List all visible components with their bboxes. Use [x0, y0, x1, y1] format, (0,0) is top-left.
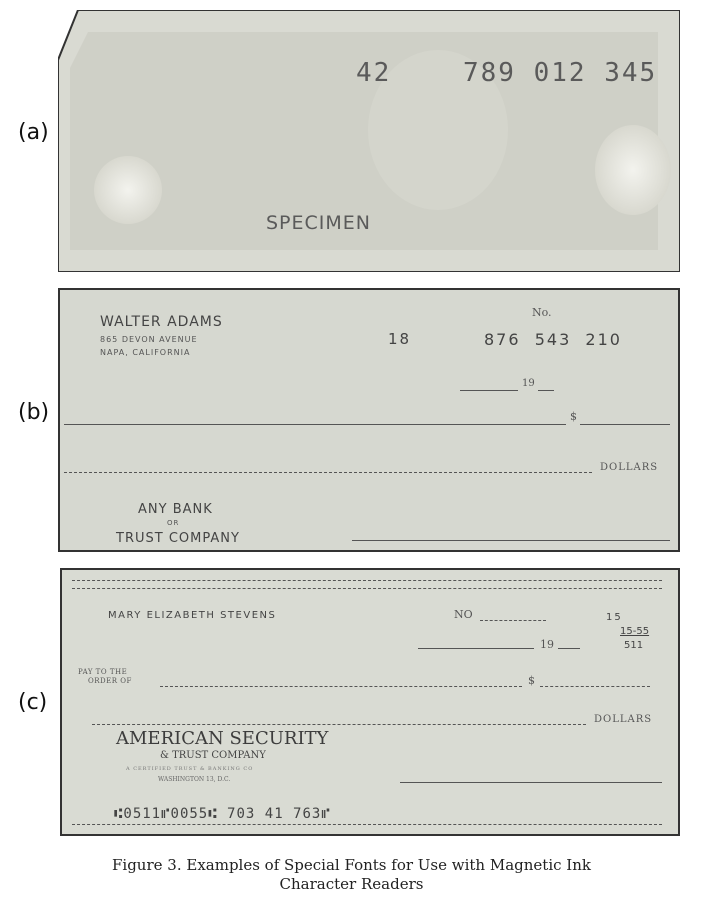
check-c-routing-top: 15-55 — [620, 626, 650, 637]
check-c-date-line — [418, 648, 534, 649]
check-b-name: WALTER ADAMS — [100, 314, 223, 330]
check-c-routing-bottom: 511 — [624, 640, 644, 651]
check-b-amount-line — [580, 424, 670, 425]
check-c-date-line-2 — [558, 648, 580, 649]
check-c-pay-to-line2: ORDER OF — [88, 677, 132, 685]
check-c-signature-line — [400, 782, 662, 783]
figure-caption-line1: Figure 3. Examples of Special Fonts for Use with Magnetic Ink — [112, 856, 591, 874]
check-b-code1: 18 — [388, 330, 412, 348]
check-c-bank-line1: AMERICAN SECURITY — [116, 728, 329, 749]
right-seal — [595, 125, 671, 215]
check-b-bank-line3: TRUST COMPANY — [116, 531, 240, 546]
check-c — [60, 568, 680, 836]
check-b-signature-line — [352, 540, 670, 541]
check-c-no-line — [480, 620, 546, 621]
check-a — [58, 10, 680, 272]
check-b-dollars-line — [64, 472, 592, 473]
check-b-code2: 876 543 210 — [484, 330, 622, 349]
check-c-bank-small: A CERTIFIED TRUST & BANKING CO — [126, 766, 254, 772]
check-b-bank-line2: OR — [167, 519, 180, 527]
check-c-border-bottom — [72, 824, 662, 825]
check-b-city: NAPA, CALIFORNIA — [100, 348, 191, 357]
check-a-code2: 789 012 345 — [463, 58, 658, 88]
check-b-dollar-sign: $ — [570, 410, 577, 423]
check-a-code1: 42 — [356, 58, 392, 88]
check-c-name: MARY ELIZABETH STEVENS — [108, 610, 277, 621]
check-c-border-top2 — [72, 588, 662, 589]
check-c-bank-city: WASHINGTON 13, D.C. — [158, 776, 231, 783]
check-c-dollars: DOLLARS — [594, 714, 653, 725]
check-c-border-top — [72, 580, 662, 581]
check-c-number: 15 — [606, 612, 623, 623]
check-b-date-line-2 — [538, 390, 554, 391]
check-c-micr: ⑆0511⑈0055⑆ 703 41 763⑈ — [114, 806, 331, 822]
check-b-bank-line1: ANY BANK — [138, 502, 213, 517]
check-b-dollars: DOLLARS — [600, 462, 659, 473]
label-a: (a) — [18, 120, 49, 145]
check-c-amount-line — [540, 686, 650, 687]
check-c-no-label: NO — [454, 608, 473, 621]
check-b — [58, 288, 680, 552]
check-c-year: 19 — [540, 638, 554, 651]
label-b: (b) — [18, 400, 50, 425]
check-c-pay-to-line1: PAY TO THE — [78, 668, 128, 676]
check-b-no-label: No. — [532, 306, 552, 319]
check-b-street: 865 DEVON AVENUE — [100, 335, 198, 344]
check-c-dollar-sign: $ — [528, 674, 535, 687]
check-a-specimen: SPECIMEN — [266, 212, 372, 234]
figure-caption-line2: Character Readers — [279, 875, 424, 893]
left-seal — [94, 156, 162, 224]
check-b-date-line — [460, 390, 518, 391]
check-b-payee-line — [64, 424, 566, 425]
check-b-year: 19 — [522, 378, 535, 389]
label-c: (c) — [18, 690, 48, 715]
check-c-bank-line2: & TRUST COMPANY — [160, 750, 266, 761]
check-c-payee-line — [160, 686, 522, 687]
check-c-dollars-line — [92, 724, 586, 725]
